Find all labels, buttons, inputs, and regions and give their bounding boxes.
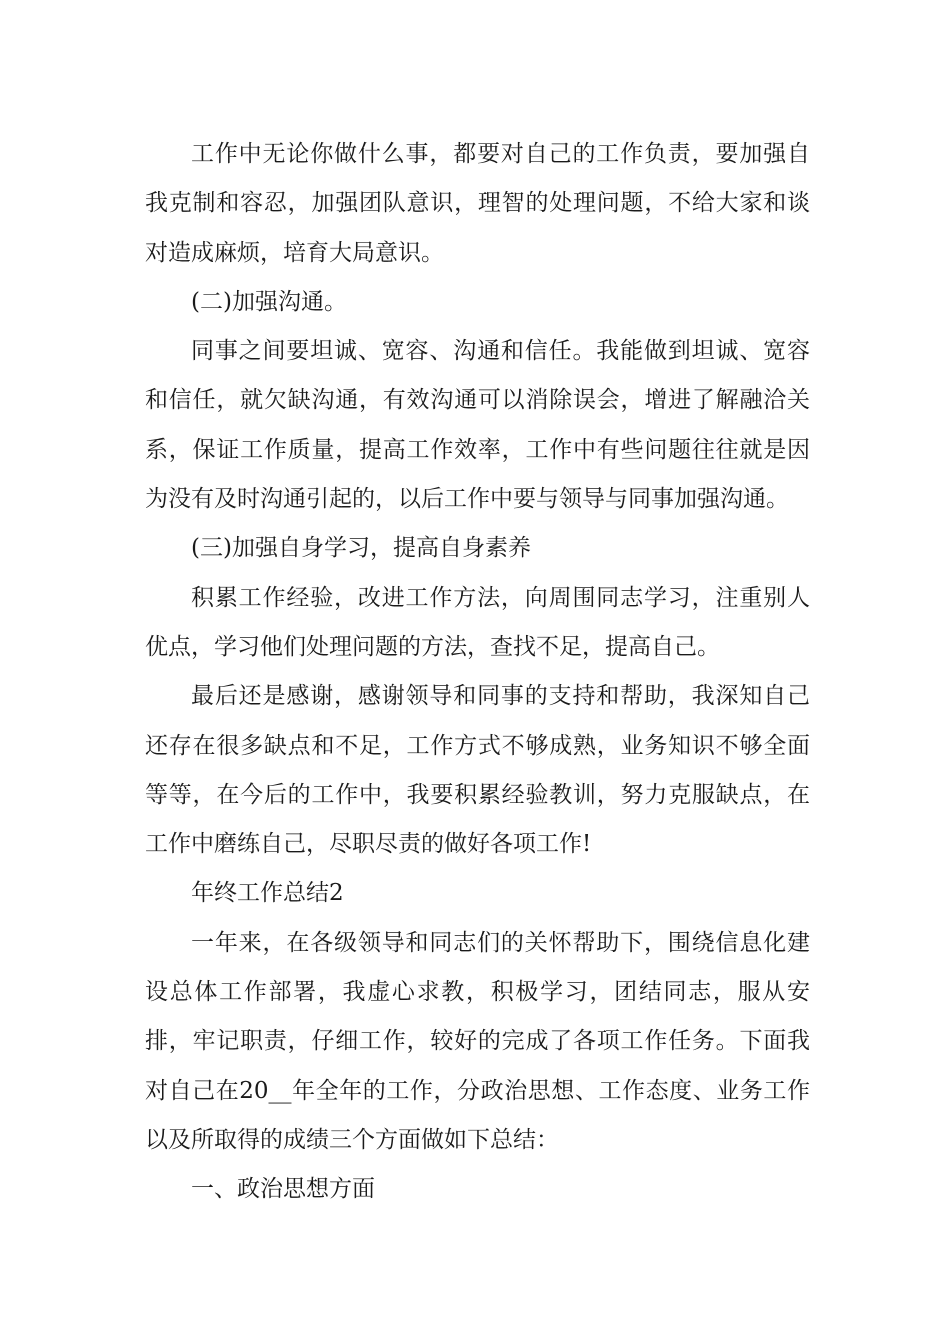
paragraph-1: 工作中无论你做什么事，都要对自己的工作负责，要加强自我克制和容忍，加强团队意识，理智的处理问题，不给大家和谈对造成麻烦，培育大局意识。 (145, 141, 810, 266)
section-heading-politics: 一、政治思想方面 (191, 1176, 375, 1203)
summary-title: 年终工作总结2 (191, 880, 344, 907)
section-heading-3: (三)加强自身学习，提高自身素养 (191, 535, 531, 562)
paragraph-3: 同事之间要坦诚、宽容、沟通和信任。我能做到坦诚、宽容和信任，就欠缺沟通，有效沟通可以消除误会，增进了解融洽关系，保证工作质量，提高工作效率，工作中有些问题往往就是因为没有及时沟通引起的，以后工作中要与领导与同事加强沟通。 (145, 338, 810, 513)
document-body (145, 130, 810, 1215)
section-heading-2: (二)加强沟通。 (191, 288, 347, 315)
paragraph-8: 一年来，在各级领导和同志们的关怀帮助下，围绕信息化建设总体工作部署，我虚心求教，积极学习，团结同志，服从安排，牢记职责，仔细工作，较好的完成了各项工作任务。下面我对自己在20__年全年的工作，分政治思想、工作态度、业务工作以及所取得的成绩三个方面做如下总结： (145, 929, 810, 1153)
paragraph-6: 最后还是感谢，感谢领导和同事的支持和帮助，我深知自己还存在很多缺点和不足，工作方式不够成熟，业务知识不够全面等等，在今后的工作中，我要积累经验教训，努力克服缺点，在工作中磨练自己，尽职尽责的做好各项工作! (145, 683, 810, 858)
paragraph-5: 积累工作经验，改进工作方法，向周围同志学习，注重别人优点，学习他们处理问题的方法，查找不足，提高自己。 (145, 584, 810, 660)
